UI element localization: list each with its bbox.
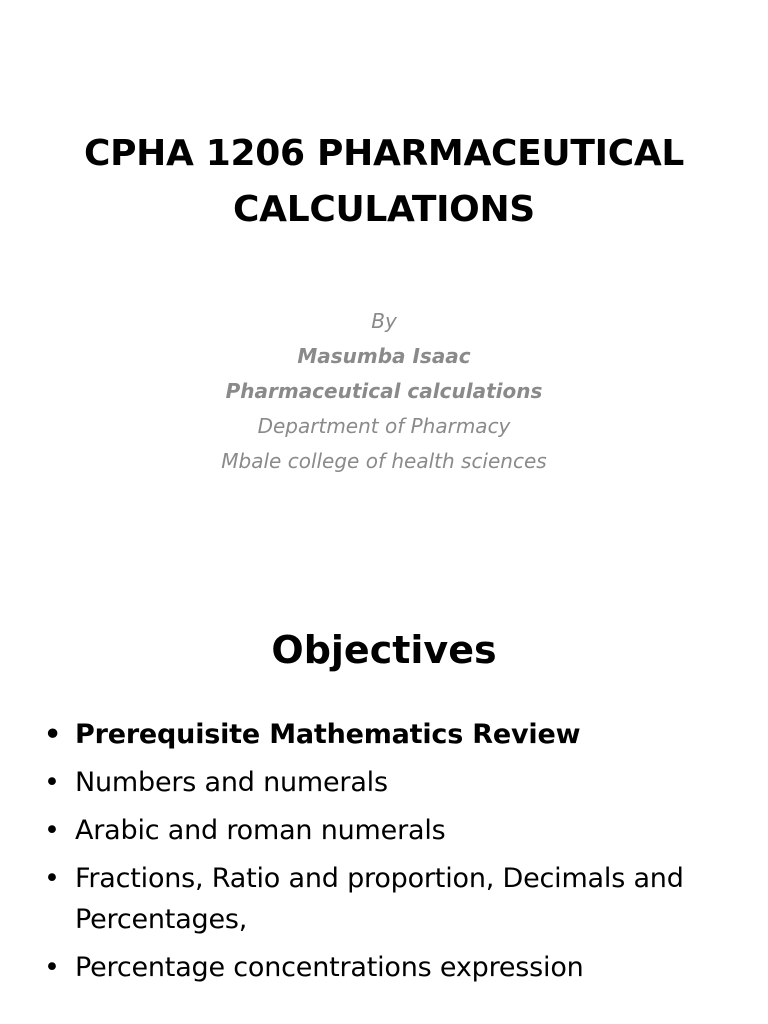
- list-item: [40, 810, 740, 851]
- list-item-text: Arabic and roman numerals: [75, 815, 446, 846]
- bullet-icon: •: [44, 719, 62, 750]
- bullet-icon: •: [44, 815, 60, 846]
- list-item-text: Percentage concentrations expression: [75, 952, 584, 983]
- list-item: [40, 714, 740, 755]
- title-line-1: CPHA 1206 PHARMACEUTICAL: [83, 133, 685, 174]
- list-item: [40, 762, 740, 803]
- list-item: [40, 947, 740, 988]
- title-line-2: CALCULATIONS: [233, 189, 535, 230]
- list-item: [40, 858, 740, 940]
- bullet-icon: •: [44, 952, 60, 983]
- objectives-list: [40, 714, 740, 995]
- list-item-text: Fractions, Ratio and proportion, Decimals and Percentages,: [75, 863, 684, 935]
- list-item-text: Numbers and numerals: [75, 767, 388, 798]
- slide-title: [40, 126, 728, 238]
- slide-subtitle: [40, 304, 728, 479]
- objectives-slide: [0, 576, 768, 1024]
- author-name: Masumba Isaac: [297, 344, 471, 368]
- institution-name: Mbale college of health sciences: [221, 449, 547, 473]
- by-label: By: [371, 309, 397, 333]
- department-name: Department of Pharmacy: [257, 414, 511, 438]
- list-item-text: Prerequisite Mathematics Review: [75, 719, 581, 750]
- bullet-icon: •: [44, 863, 60, 894]
- objectives-heading: Objectives: [271, 628, 497, 672]
- bullet-icon: •: [44, 767, 60, 798]
- course-name: Pharmaceutical calculations: [225, 379, 543, 403]
